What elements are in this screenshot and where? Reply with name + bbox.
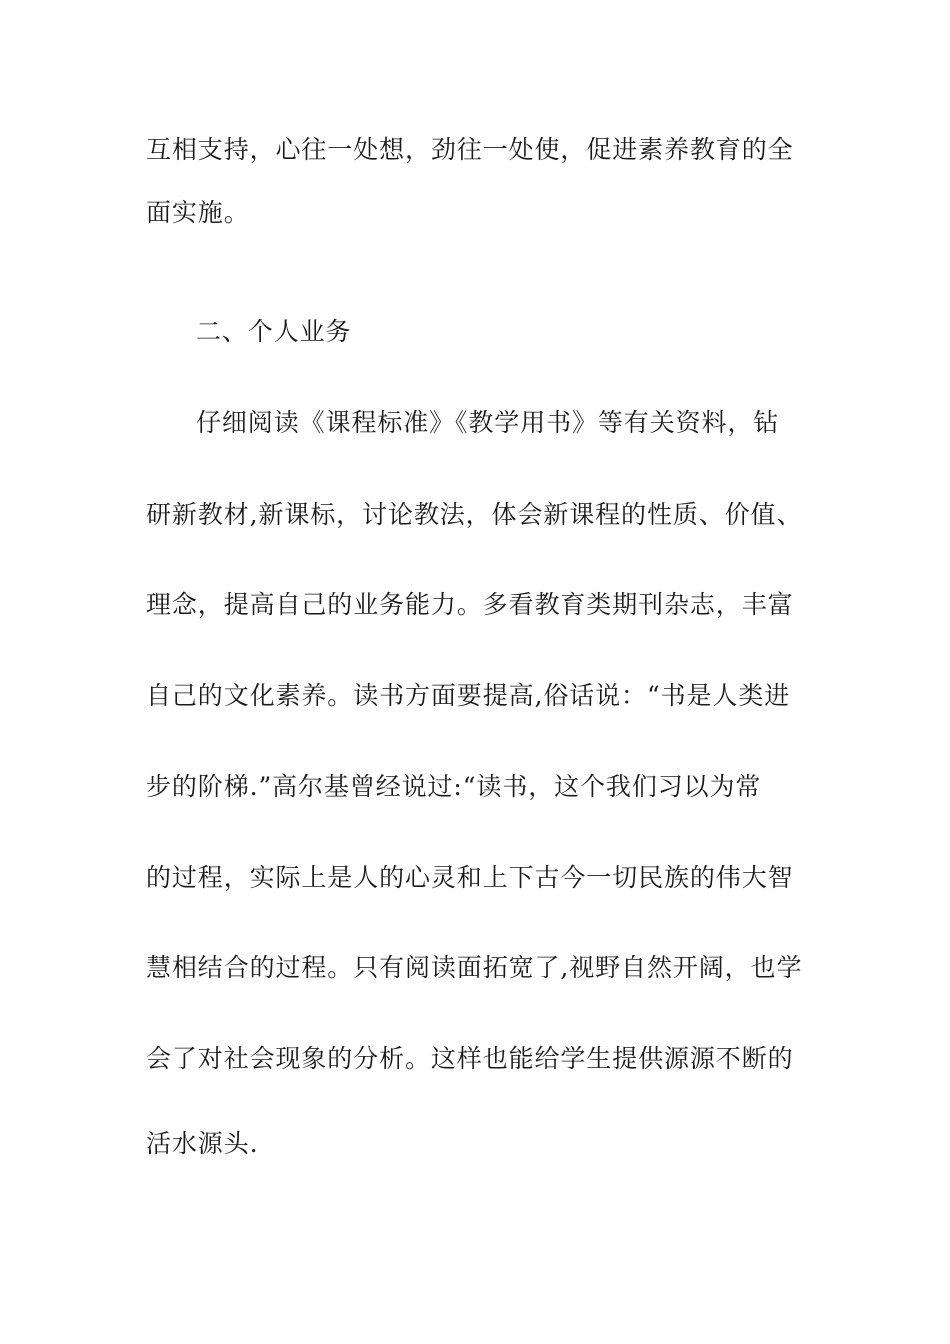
paragraph-line: 面实施。 bbox=[146, 198, 250, 227]
paragraph-line: 理念，提高自己的业务能力。多看教育类期刊杂志，丰富 bbox=[146, 590, 794, 619]
paragraph-line: 仔细阅读《课程标准》《教学用书》等有关资料，钻 bbox=[196, 408, 780, 437]
paragraph-line: 研新教材,新课标，讨论教法，体会新课程的性质、价值、 bbox=[146, 500, 803, 529]
paragraph-line: 互相支持，心往一处想，劲往一处使，促进素养教育的全 bbox=[146, 135, 794, 164]
paragraph-line: 活水源头. bbox=[146, 1129, 259, 1158]
paragraph-line: 会了对社会现象的分析。这样也能给学生提供源源不断的 bbox=[146, 1044, 794, 1073]
paragraph-line: 的过程，实际上是人的心灵和上下古今一切民族的伟大智 bbox=[146, 863, 794, 892]
paragraph-line: 自己的文化素养。读书方面要提高,俗话说：“书是人类进 bbox=[146, 681, 791, 710]
paragraph-line: 慧相结合的过程。只有阅读面拓宽了,视野自然开阔，也学 bbox=[146, 953, 803, 982]
section-heading: 二、个人业务 bbox=[196, 317, 352, 346]
paragraph-line: 步的阶梯.”高尔基曾经说过:“读书，这个我们习以为常 bbox=[146, 772, 762, 801]
